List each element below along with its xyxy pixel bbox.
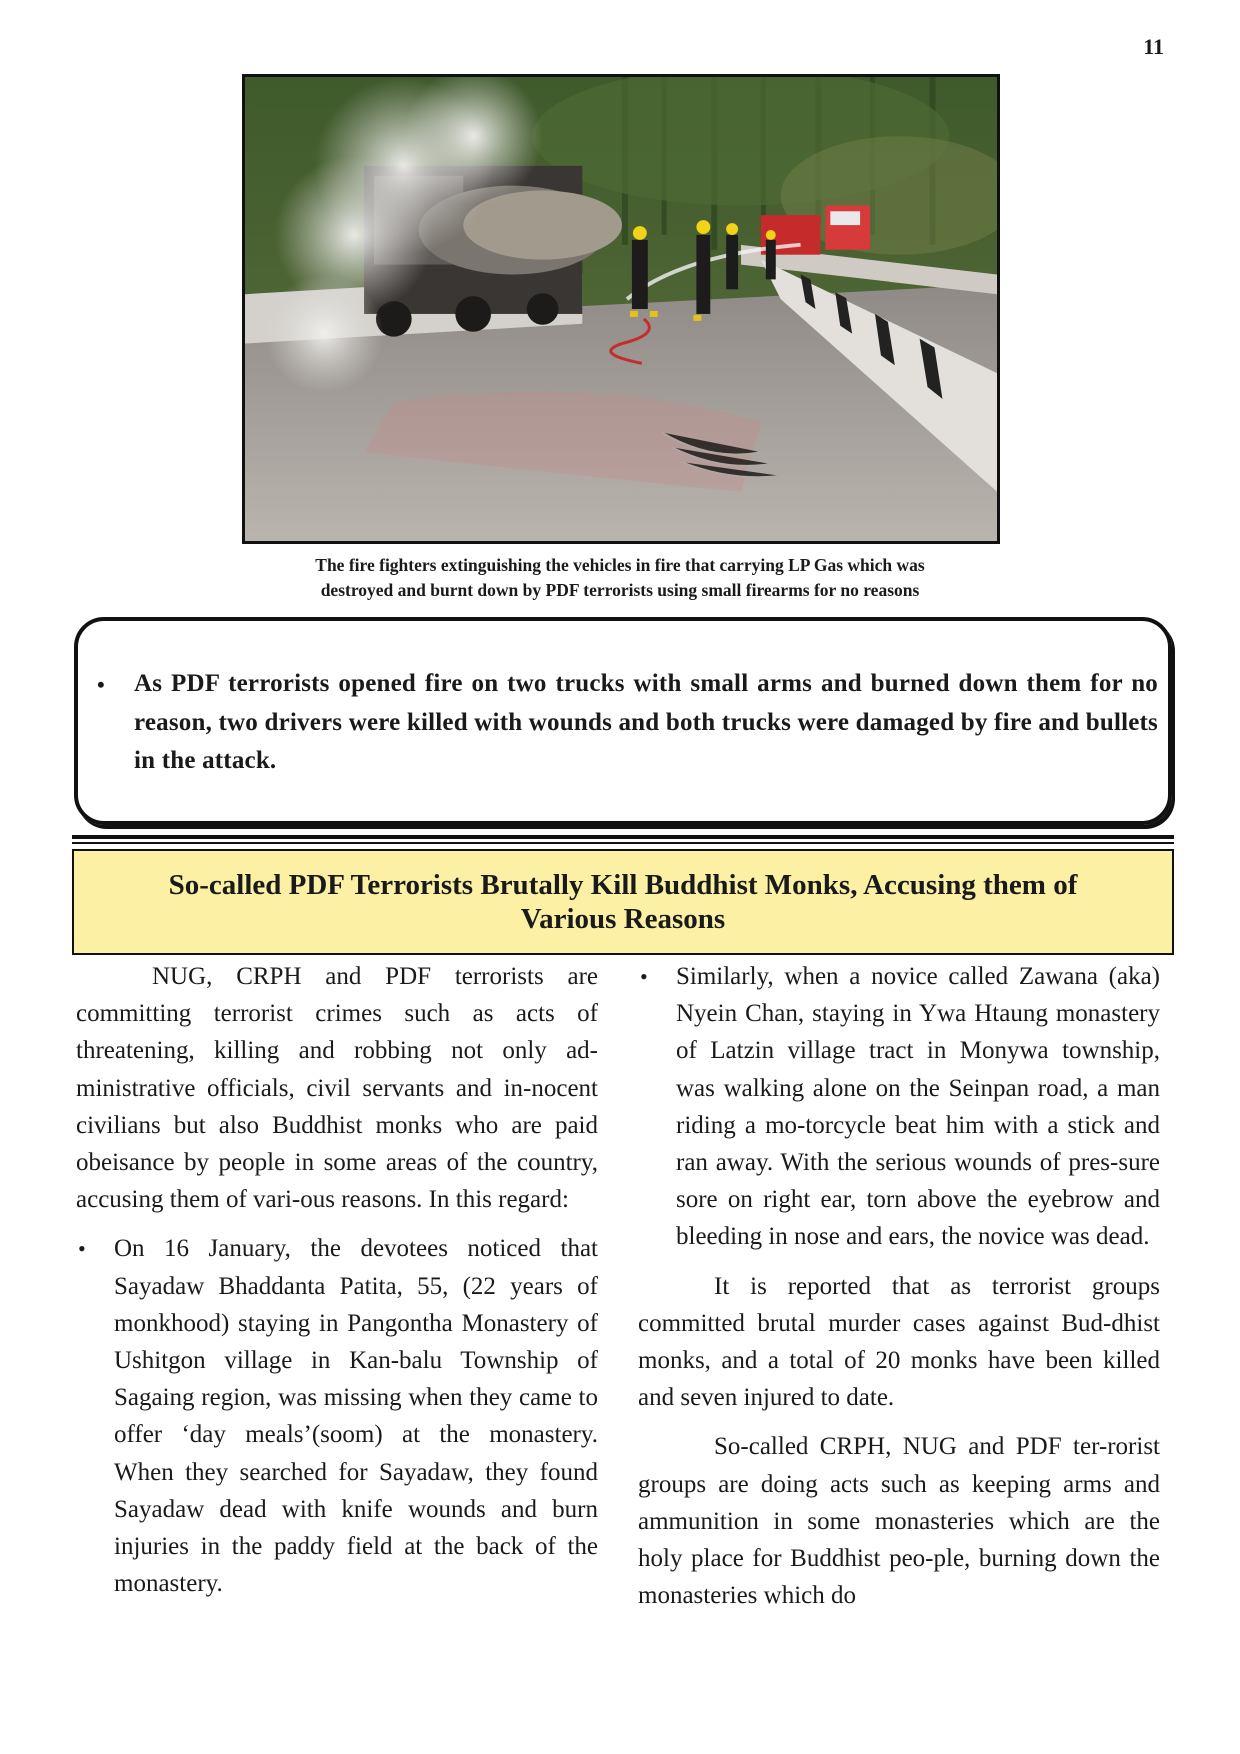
article-column-right: [638, 958, 1160, 1614]
section-title-line-2: Various Reasons: [520, 903, 726, 935]
photo-caption-line-2: destroyed and burnt down by PDF terrorists using small firearms for no reasons: [320, 580, 920, 600]
callout-text: As PDF terrorists opened fire on two trucks with small arms and burned down them for no reason, two drivers were killed with wounds and both trucks were damaged by fire and bullets in the attack.: [134, 670, 1158, 774]
section-title: [123, 868, 1123, 936]
photo-caption: [200, 553, 1040, 603]
tanker-fire-image: [245, 77, 997, 541]
photo-caption-line-1: The fire fighters extinguishing the vehicles in fire that carrying LP Gas which was: [315, 555, 925, 575]
article-bullet-item-1-text: On 16 January, the devotees noticed that Sayadaw Bhaddanta Patita, 55, (22 years of monkhood) staying in Pangontha Monastery of Ushitgon village in Kan-balu Township of Sagaing region, was missing when they came to offer ‘day meals’(soom) at the monastery. When they searched for Sayadaw, they found Sayadaw dead with knife wounds and burn injuries in the paddy field at the back of the monastery.: [114, 1235, 598, 1598]
section-header-banner: [72, 849, 1174, 955]
article-bullet-item-2: [638, 958, 1160, 1256]
article-bullet-item-1: [76, 1230, 598, 1602]
bullet-marker: •: [78, 1236, 86, 1262]
article-bullet-item-2-text: Similarly, when a novice called Zawana (aka) Nyein Chan, staying in Ywa Htaung monastery of Latzin village tract in Monywa township, was walking alone on the Seinpan road, a man riding a mo-torcycle beat him with a stick and ran away. With the serious wounds of pres-sure sore on right ear, torn above the eyebrow and bleeding in nose and ears, the novice was dead.: [676, 963, 1160, 1251]
page-number: 11: [1143, 34, 1164, 59]
section-divider-thick: [72, 835, 1174, 839]
news-photo: [242, 74, 1000, 544]
highlight-callout-box: [74, 617, 1172, 825]
bullet-marker: •: [640, 964, 648, 989]
section-title-line-1: So-called PDF Terrorists Brutally Kill Buddhist Monks, Accusing them of: [168, 869, 1078, 901]
callout-bullet: •: [97, 672, 105, 697]
article-paragraph-monk-casualties: It is reported that as terrorist groups committed brutal murder cases against Bud-dhist monks, and a total of 20 monks have been killed and seven injured to date.: [638, 1272, 1160, 1412]
section-divider-thin: [72, 842, 1174, 844]
article-paragraph-monasteries: So-called CRPH, NUG and PDF ter-rorist groups are doing acts such as keeping arms and ammunition in some monasteries which are the holy place for Buddhist peo-ple, burning down the monasteries which do: [638, 1433, 1160, 1610]
article-intro-paragraph: NUG, CRPH and PDF terrorists are committing terrorist crimes such as acts of threatening, killing and robbing not only ad-ministrative officials, civil servants and in-nocent civilians but also Buddhist monks who are paid obeisance by people in some areas of the country, accusing them of vari-ous reasons. In this regard:: [76, 963, 598, 1214]
article-column-left: [76, 958, 598, 1602]
